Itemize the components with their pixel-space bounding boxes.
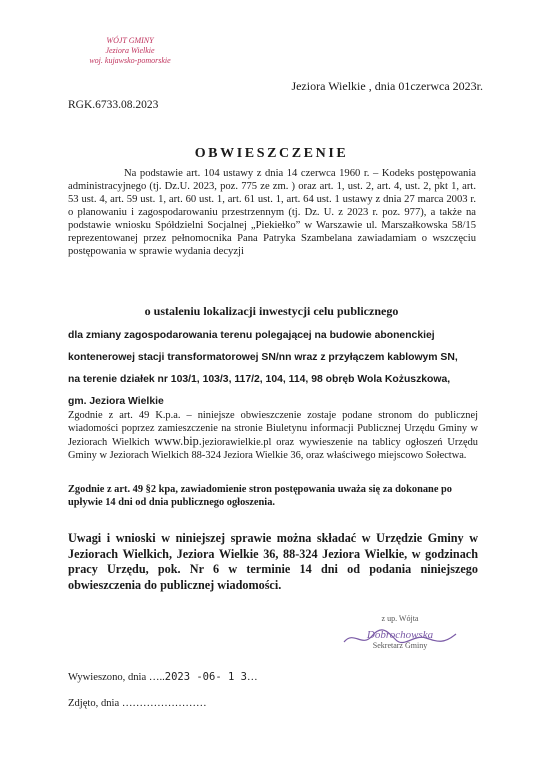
posted-label: Wywieszono, dnia ….. — [68, 672, 165, 683]
notification-paragraph: Zgodnie z art. 49 §2 kpa, zawiadomienie stron postępowania uważa się za dokonane po upływie 14 dni od dnia publicznego ogłoszenia. — [68, 484, 453, 508]
signature-authority: z up. Wójta — [381, 614, 419, 623]
stamp-line-3: woj. kujawsko-pomorskie — [89, 56, 171, 65]
place-and-date: Jeziora Wielkie , dnia 01czerwca 2023r. — [291, 79, 483, 93]
legal-basis-text: Na podstawie art. 104 ustawy z dnia 14 czerwca 1960 r. – Kodeks postępowania administracyjnego (tj. Dz.U. 2023, poz. 775 ze zm. ) oraz art. 1, ust. 2, art. 4, ust. 2, pkt 1, art. 53 ust. 4, art. 59 ust. 1, art. 60 ust. 1, art. 61 ust. 1, art. 64 ust. 1 ustawy z dnia 27 marca 2003 r. o planowaniu i zagospodarowaniu przestrzennym (tj. Dz. U. z 2023 r. poz. 977), a także na podstawie wniosku Spółdzielni Socjalnej „Piekiełko” w Warszawie ul. Marszałkowska 58/15 reprezentowanej przez pełnomocnika Pana Patryka Szambelana zawiadamiam o wszczęciu postępowania w sprawie wydania decyzji — [68, 168, 476, 257]
document-title: OBWIESZCZENIE — [194, 146, 349, 161]
posted-date-line — [68, 671, 258, 683]
investment-line: dla zmiany zagospodarowania terenu polegającej na budowie abonenckiej — [68, 330, 435, 341]
investment-line: gm. Jeziora Wielkie — [68, 396, 164, 407]
reference-number: RGK.6733.08.2023 — [68, 99, 159, 111]
investment-line: kontenerowej stacji transformatorowej SN/nn wraz z przyłączem kablowym SN, — [68, 352, 458, 363]
comments-paragraph: Uwagi i wnioski w niniejszej sprawie można składać w Urzędzie Gminy w Jeziorach Wielkich, Jeziora Wielkie 36, 88-324 Jeziora Wielkie, w godzinach pracy Urzędu, pok. Nr 6 w terminie 14 dni od podania niniejszego obwieszczenia do publicznej wiadomości. — [68, 531, 478, 592]
posted-tail: … — [246, 672, 258, 683]
publication-text-start: Zgodnie z art. 49 K.p.a. – niniejsze obwieszczenie zostaje podane stronom do publicznej wiadomości poprzez zamieszczenie na stronie Biuletynu informacji Publicznej Urzędu Gminy w Jeziorach Wielkich — [68, 410, 478, 449]
publication-text-end: jeziorawielkie.pl oraz wywieszenie na tablicy ogłoszeń Urzędu Gminy w Jeziorach Wielkich 88-324 Jeziora Wielkie 36, oraz właściwego miejscowo Sołectwa. — [68, 437, 478, 461]
signature-name: Dobrochowska — [366, 629, 434, 641]
legal-basis-paragraph — [68, 167, 476, 258]
publication-paragraph — [68, 410, 478, 462]
signature-title: Sekretarz Gminy — [372, 641, 428, 650]
handwritten-signature-icon — [340, 626, 460, 650]
stamp-line-2: Jeziora Wielkie — [105, 46, 155, 55]
bip-url: www.bip. — [154, 434, 202, 449]
investment-description — [68, 325, 478, 413]
subject-heading: o ustaleniu lokalizacji inwestycji celu publicznego — [144, 304, 399, 318]
office-stamp — [60, 36, 200, 66]
investment-line: na terenie działek nr 103/1, 103/3, 117/2, 104, 114, 98 obręb Wola Kożuszkowa, — [68, 374, 451, 385]
posted-date: 2023 -06- 1 3 — [164, 671, 247, 683]
stamp-line-1: WÓJT GMINY — [106, 36, 154, 45]
removed-date-line: Zdjęto, dnia …………………… — [68, 698, 207, 709]
